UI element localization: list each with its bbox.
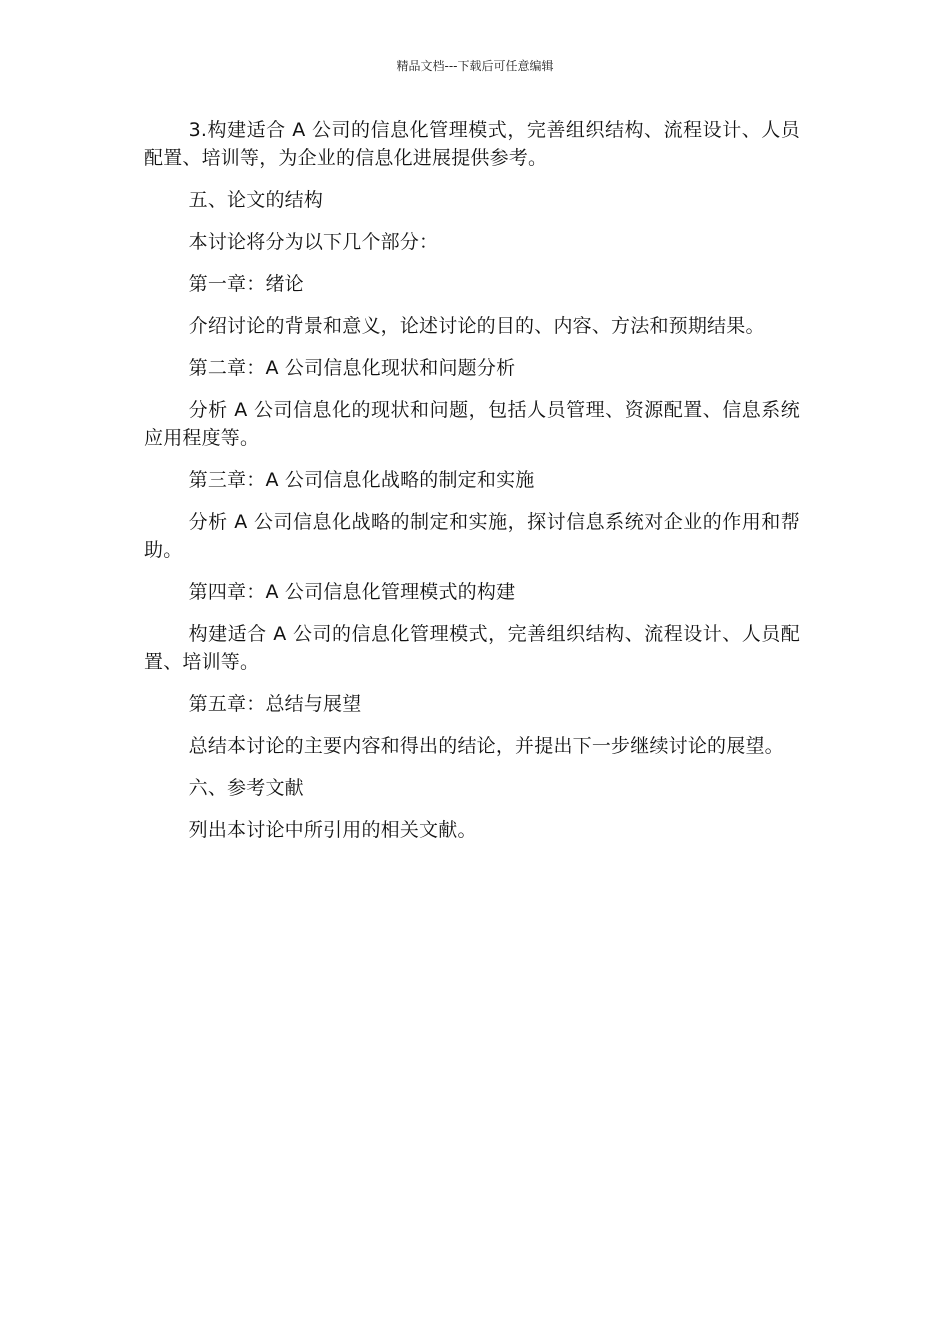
chapter-4-title: 第四章：A 公司信息化管理模式的构建 [188,581,516,603]
chapter-3-title: 第三章：A 公司信息化战略的制定和实施 [188,469,535,491]
chapter-1-description: 介绍讨论的背景和意义，论述讨论的目的、内容、方法和预期结果。 [188,315,765,337]
chapter-4-description: 构建适合 A 公司的信息化管理模式，完善组织结构、流程设计、人员配置、培训等。 [144,623,800,673]
page-header: 精品文档---下载后可任意编辑 [396,59,554,73]
section-heading-structure: 五、论文的结构 [188,189,324,211]
references-description: 列出本讨论中所引用的相关文献。 [188,819,477,841]
section-heading-references: 六、参考文献 [188,777,304,799]
paragraph-intro-parts: 本讨论将分为以下几个部分： [188,231,439,253]
chapter-2-title: 第二章：A 公司信息化现状和问题分析 [188,357,516,379]
chapter-5-title: 第五章：总结与展望 [188,693,362,715]
chapter-5-description: 总结本讨论的主要内容和得出的结论，并提出下一步继续讨论的展望。 [188,735,784,757]
document-body [144,116,800,858]
chapter-2-description: 分析 A 公司信息化的现状和问题，包括人员管理、资源配置、信息系统应用程度等。 [144,399,800,449]
chapter-3-description: 分析 A 公司信息化战略的制定和实施，探讨信息系统对企业的作用和帮助。 [144,511,800,561]
paragraph-goal-3: 3.构建适合 A 公司的信息化管理模式，完善组织结构、流程设计、人员配置、培训等，为企业的信息化进展提供参考。 [144,119,800,169]
chapter-1-title: 第一章：绪论 [188,273,304,295]
